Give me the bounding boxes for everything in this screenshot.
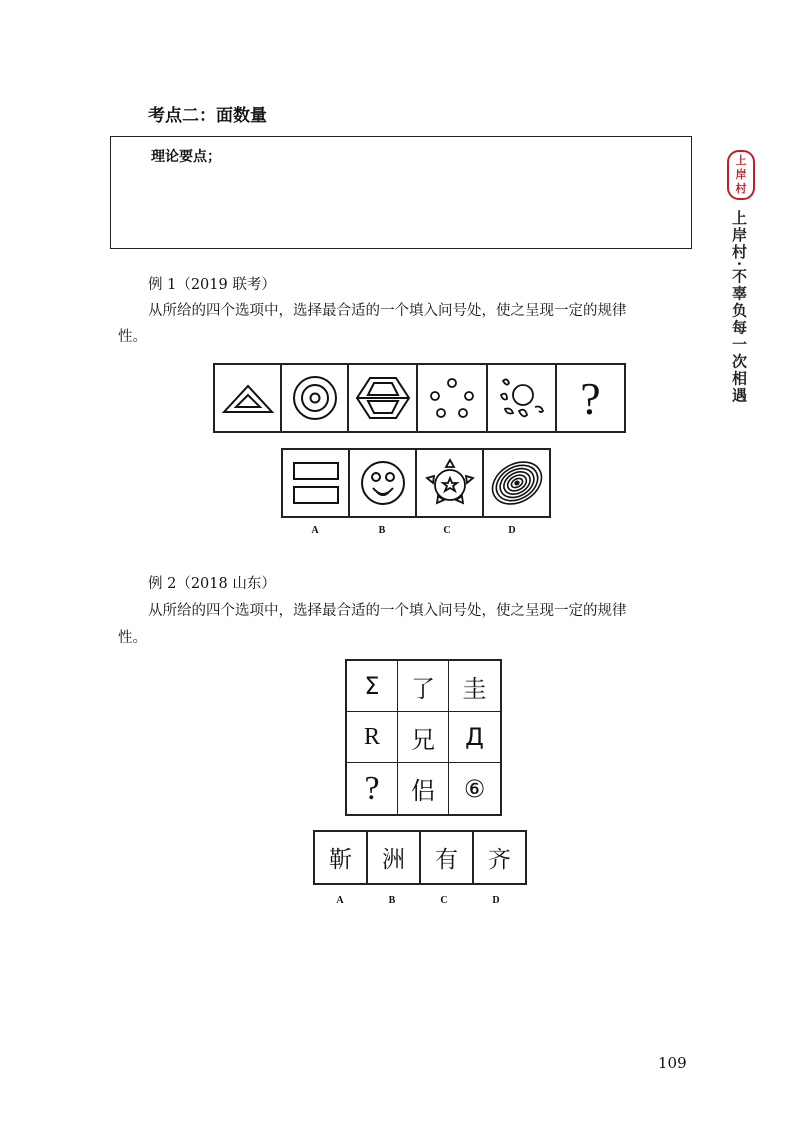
example1-question-line1: 从所给的四个选项中，选择最合适的一个填入问号处，使之呈现一定的规律 (148, 303, 627, 319)
seal-char: 村 (735, 182, 747, 195)
example1-options (281, 448, 551, 518)
five-circles-figure (418, 365, 488, 431)
option-b-figure[interactable] (350, 450, 417, 516)
example2-question-line1: 从所给的四个选项中，选择最合适的一个填入问号处，使之呈现一定的规律 (148, 603, 627, 619)
example1-sequence (213, 363, 626, 433)
theory-label: 理论要点； (151, 149, 221, 165)
example2-heading: 例 2（2018 山东） (148, 576, 276, 592)
option-d-label: D (492, 895, 500, 906)
option-b-label: B (388, 895, 396, 906)
question-mark: ? (580, 372, 601, 424)
option-b-label: B (378, 525, 386, 536)
grid-cell: Д (449, 712, 500, 763)
option-b[interactable]: 洲 (368, 832, 421, 883)
option-a-figure[interactable] (283, 450, 350, 516)
example2-question-line2: 性。 (118, 630, 147, 646)
page-number: 109 (658, 1054, 687, 1072)
option-d-figure[interactable] (484, 450, 549, 516)
option-c-label: C (440, 895, 448, 906)
example2-grid (345, 659, 502, 816)
option-a-label: A (336, 895, 344, 906)
grid-cell: 兄 (398, 712, 449, 763)
section-title: 考点二：面数量 (148, 106, 267, 126)
theory-box (110, 136, 692, 249)
option-a[interactable]: 靳 (315, 832, 368, 883)
triangle-figure (215, 365, 282, 431)
grid-cell: 侣 (398, 763, 449, 814)
grid-cell: R (347, 712, 398, 763)
option-c-label: C (443, 525, 451, 536)
sidebar (725, 150, 755, 404)
grid-cell: 了 (398, 661, 449, 712)
option-d-label: D (508, 525, 516, 536)
grid-cell: Σ (347, 661, 398, 712)
example2-options (313, 830, 527, 885)
grid-cell: 圭 (449, 661, 500, 712)
example1-heading: 例 1（2019 联考） (148, 277, 276, 293)
seal-char: 岸 (735, 168, 747, 181)
seal-char: 上 (735, 154, 747, 167)
option-c-figure[interactable] (417, 450, 484, 516)
option-d[interactable]: 齐 (488, 847, 511, 873)
example1-question-line2: 性。 (118, 329, 147, 345)
slogan: 上岸村·不辜负每一次相遇 (730, 210, 748, 405)
seal-logo (727, 150, 755, 200)
hexagon-figure (349, 365, 418, 431)
option-c[interactable]: 有 (421, 832, 474, 883)
option-a-label: A (311, 525, 319, 536)
grid-cell: ⑥ (463, 774, 486, 803)
question-mark: ? (347, 763, 398, 814)
circle-with-shapes-figure (488, 365, 557, 431)
concentric-circles-figure (282, 365, 349, 431)
